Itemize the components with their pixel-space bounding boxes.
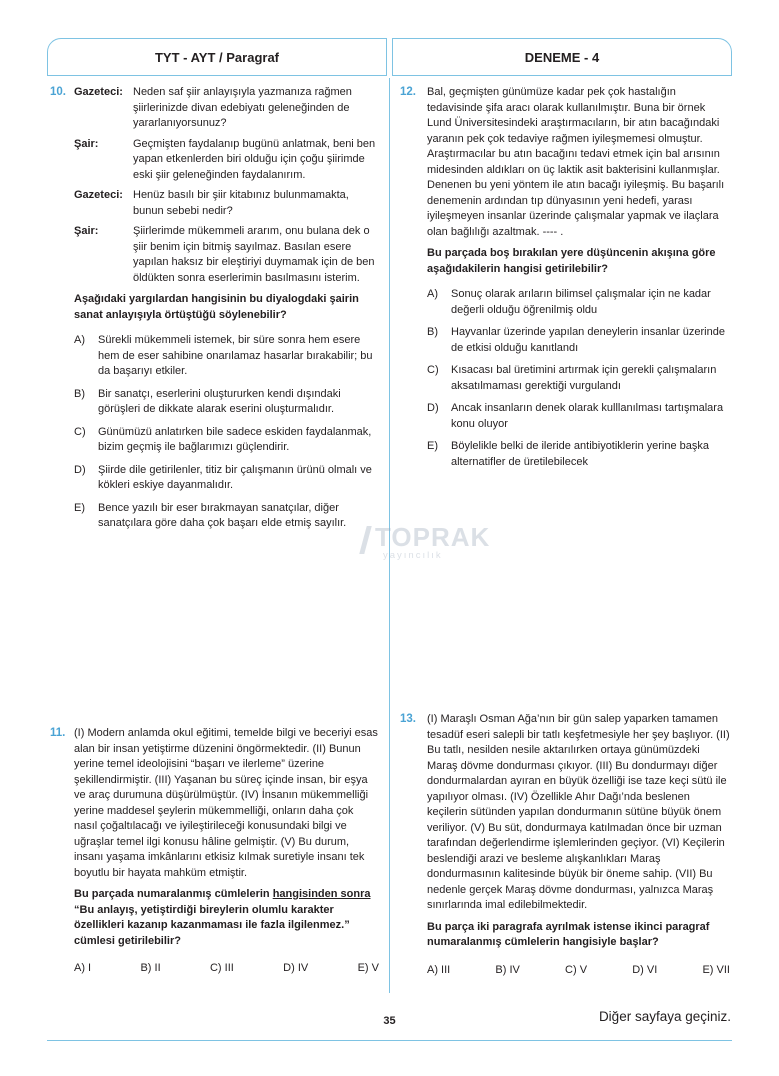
option-letter: B) (427, 326, 438, 338)
option-letter: E) (74, 501, 85, 514)
option-text: Sürekli mükemmeli istemek, bir süre sonra hem esere hem de eser sahibine onarılamaz hasarlar bırakabilir; bu da başarıyı etkiler. (98, 334, 373, 377)
option-text: Sonuç olarak arıların bilimsel çalışmalar için ne kadar değerli olduğu öğrenilmiş oldu (451, 288, 711, 316)
question-10-options (74, 333, 379, 532)
dialog-line: Geçmişten faydalanıp bugünü anlatmak, beni ben yapan etkenlerden biri olduğu için çoğu şiirimde eski şiir geleneğinden faydalanırım. (133, 137, 376, 181)
option-text: Ancak insanların denek olarak kulllanılması tartışmalara konu oluyor (451, 402, 724, 430)
option-c[interactable]: C) V (565, 963, 588, 976)
watermark-brand: TOPRAK (375, 522, 491, 552)
question-13-stem: Bu parça iki paragrafa ayrılmak istense ikinci paragraf numaralanmış cümlelerin hangisiyle başlar? (427, 920, 710, 948)
option-letter: A) (74, 334, 85, 346)
option-text: Böylelikle belki de ileride antibiyotiklerin yerine başka alternatifler de üretilebilecek (451, 440, 710, 468)
question-13 (427, 712, 730, 978)
question-12 (427, 85, 730, 477)
question-12-number: 12. (400, 86, 416, 98)
option-text: Günümüzü anlatırken bile sadece eskiden faydalanmak, bizim geçmiş ile bağlarımızı güçlendirir. (98, 425, 372, 453)
option-letter: E) (427, 440, 438, 452)
question-12-stem: Bu parçada boş bırakılan yere düşüncenin akışına göre aşağıdakilerin hangisi getirilebilir? (427, 247, 716, 275)
option-text: Şiirde dile getirilenler, titiz bir çalışmanın ürünü olmalı ve kökleri eskiye dayanmalıdır. (98, 463, 372, 491)
option-a[interactable]: A) III (427, 963, 451, 976)
question-13-options (427, 963, 730, 979)
watermark-sub: yayıncılık (383, 550, 443, 561)
question-11-options (74, 961, 379, 977)
option-c[interactable] (74, 425, 379, 456)
option-a[interactable] (74, 333, 379, 380)
option-a[interactable] (427, 287, 730, 318)
option-letter: D) (74, 463, 86, 476)
option-letter: C) (74, 425, 86, 438)
option-c[interactable]: C) III (209, 962, 234, 974)
question-11-number: 11. (50, 727, 66, 739)
stem-part: Bu parçada numaralanmış cümlelerin (74, 888, 273, 900)
question-11-passage: (I) Modern anlamda okul eğitimi, temelde bilgi ve beceriyi esas alan bir insan yetiştirme düzenini öngörmektedir. (II) Bunun yerine temel ideolojisini “başarı ve ilerleme” üzerine şekillendirmiştir. (III) Yaşanan bu süreç içinde insan, bir eşya ve araç durumuna düşürülmüştür. (IV) İnsanın mükemmelliği yerine maddesel şeylerin mükemmelliği, onların daha çok nasıl çoğaltılacağı ve iyileştirileceği konusundaki bilgi ve uğraşlar temel ilgi konusu hâline gelmiştir. (V) Bu durum, insanı yaşama imkânlarını etkisiz kılmak suretiyle insanı tek boyutlu bir hayata mahküm etmiştir. (74, 727, 378, 879)
option-text: Hayvanlar üzerinde yapılan deneylerin insanlar üzerinde de etkisi olduğu kanıtlandı (451, 326, 725, 354)
option-b[interactable]: B) IV (495, 963, 520, 976)
speaker-label: Şair: (74, 225, 99, 237)
speaker-label: Gazeteci: (74, 86, 123, 98)
bottom-rule (47, 1040, 732, 1041)
stem-part: “Bu anlayış, yetiştirdiği bireylerin olumlu karakter özellikleri kazanıp kazanmaması ile fazla ilgilenmez.” cümlesi getirilebilir? (74, 903, 350, 947)
question-10-stem: Aşağıdaki yargılardan hangisinin bu diyalogdaki şairin sanat anlayışıyla örtüştüğü söylenebilir? (74, 293, 359, 321)
option-d[interactable]: D) IV (283, 962, 309, 974)
dialog (74, 85, 379, 286)
question-11-stem (74, 887, 379, 949)
option-d[interactable] (74, 463, 379, 494)
header-right-title: DENEME - 4 (392, 38, 732, 76)
question-13-number: 13. (400, 713, 416, 725)
dialog-line: Neden saf şiir anlayışıyla yazmanıza rağmen şiirlerinizde divan edebiyatı geleneğinden de yararlanıyorsunuz? (133, 86, 352, 129)
speaker-label: Şair: (74, 137, 99, 150)
option-b[interactable]: B) II (140, 962, 161, 974)
option-b[interactable] (427, 325, 730, 356)
speaker-label: Gazeteci: (74, 189, 123, 201)
option-b[interactable] (74, 387, 379, 418)
question-13-passage: (I) Maraşlı Osman Ağa’nın bir gün salep yaparken tamamen tesadüf eseri salepli bir tatlı keşfetmesiyle her şey başlıyor. (II) Bu tatlı, nesilden nesile aktarılırken ortaya günümüzdeki Maraş dövme dondurması çıkıyor. (III) Bu dondurmayı diğer dondurmalardan ayıran en büyük özelliği ise taze keçi sütü ile yapılıyor olması. (IV) Özellikle Ahır Dağı’nda beslenen keçilerin sütünden yapılan dondurmanın sütüne büyük önem veriliyor. (V) Bu süt, dondurmaya katılmadan önce bir uzman tarafından değerlendirme işlemlerinden geçiyor. (VI) Keçilerin beslendiği arazi ve besleme alışkanlıkları Maraş dondurmasının kalitesinde büyük bir öneme sahip. (VII) Bu nedenle gerçek Maraş dövme dondurması, yalnızca Maraş sınırlarında imal edilebilmektedir. (427, 713, 730, 911)
option-e[interactable] (427, 439, 730, 470)
dialog-line: Şiirlerimde mükemmeli ararım, onu bulana dek o şiir benim için bitmiş sayılmaz. Basılan esere yapılan haksız bir eleştiriyi duymamak için de ben öldükten sonra eserlerimin basılmasını isterim. (133, 225, 375, 284)
option-letter: B) (74, 387, 85, 400)
question-12-options (427, 287, 730, 470)
option-letter: C) (427, 364, 439, 376)
stem-underlined: hangisinden sonra (272, 888, 371, 900)
option-a[interactable]: A) I (74, 962, 92, 974)
next-page-note: Diğer sayfaya geçiniz. (598, 1009, 731, 1024)
option-e[interactable]: E) VII (702, 963, 730, 976)
question-11 (74, 726, 379, 977)
question-10 (74, 85, 379, 539)
option-text: Bir sanatçı, eserlerini oluştururken kendi dışındaki görüşleri de dikkate alarak eserini oluşturmalıdır. (98, 387, 341, 415)
publisher-watermark (355, 522, 491, 562)
option-letter: A) (427, 288, 438, 300)
option-d[interactable]: D) VI (632, 963, 658, 976)
option-d[interactable] (427, 401, 730, 432)
option-e[interactable] (74, 501, 379, 532)
question-12-passage: Bal, geçmişten günümüze kadar pek çok hastalığın tedavisinde şifa aracı olarak kullanılmıştır. Buna bir örnek Lund Üniversitesindeki araştırmacıların, bir atın bacağındaki yaranın pek çok tedaviye rağmen iyileşmemesi olmuştur. Araştırmacılar bu atın bacağını tedavi etmek için bal arısının midesinden aldıkları on üç laktik asit bakterisini kullanmışlar. Denenen bu yeni yöntem ile atın bacağı iyileşmiş. Bu başarılı denemenin ardından tıp dünyasının yeni hedefi, yarası iyileşmeyen insanlar üzerinde çalışmalar yapmak ve ilaçlara olan bağlılığı azaltmak. ---- . (427, 86, 725, 238)
option-c[interactable] (427, 363, 730, 394)
option-letter: D) (427, 402, 439, 414)
option-text: Bence yazılı bir eser bırakmayan sanatçılar, diğer sanatçılara göre daha çok başarı elde etmiş sayılır. (98, 501, 347, 529)
option-e[interactable]: E) V (357, 962, 379, 974)
dialog-line: Henüz basılı bir şiir kitabınız bulunmamakta, bunun sebebi nedir? (133, 189, 349, 217)
option-text: Kısacası bal üretimini artırmak için gerekli çalışmaların aksatılmaması gerektiği vurgulandı (451, 364, 717, 392)
watermark-mark (359, 526, 372, 554)
question-10-number: 10. (50, 86, 66, 98)
header-left-title: TYT - AYT / Paragraf (47, 38, 387, 76)
page-number: 35 (383, 1015, 396, 1027)
